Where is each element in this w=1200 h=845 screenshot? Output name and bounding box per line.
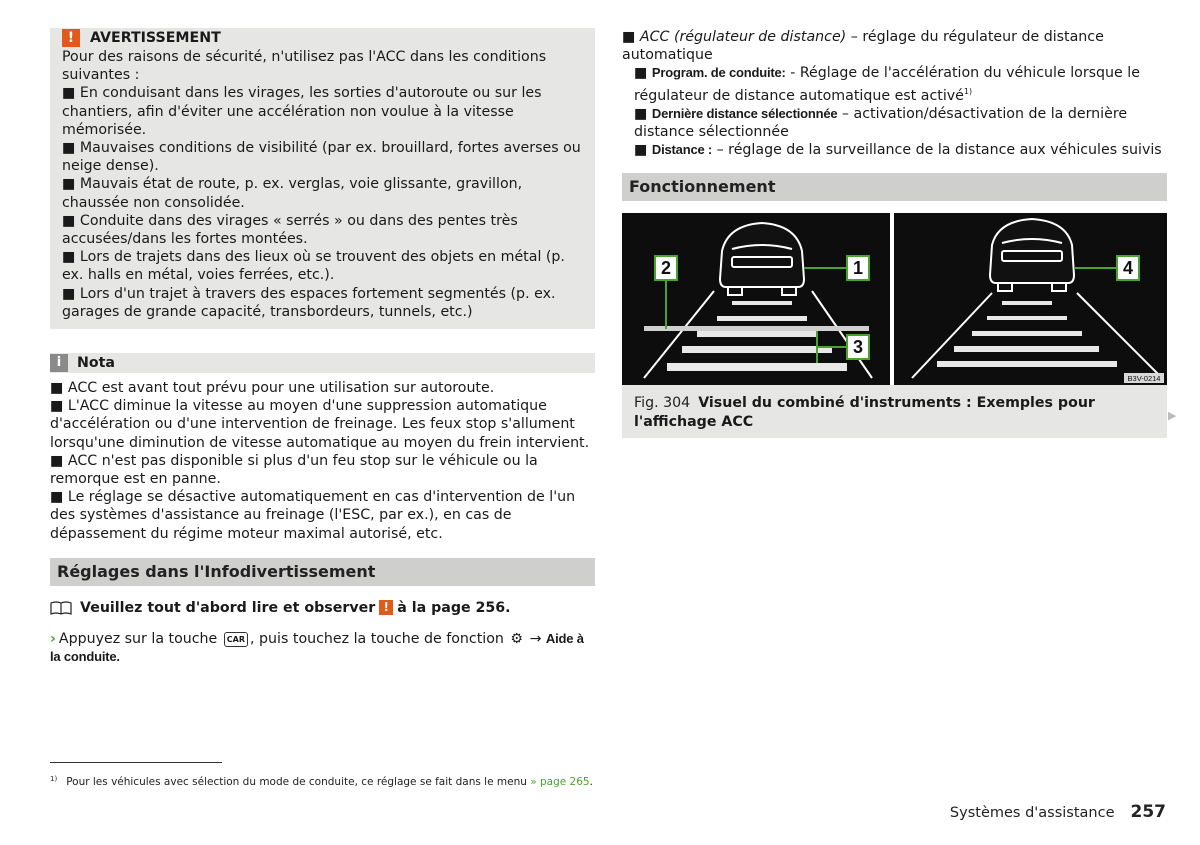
figure-code: B3V-0214 <box>1127 374 1161 384</box>
note-item: ■ ACC n'est pas disponible si plus d'un feu stop sur le véhicule ou la remorque est en panne. <box>50 452 538 488</box>
read-first-line <box>50 599 595 617</box>
right-column <box>622 28 1167 438</box>
callout-3: 3 <box>852 337 864 358</box>
list-item-text: – réglage du régulateur de distance automatique <box>622 29 1104 64</box>
warning-item: ■ Mauvaises conditions de visibilité (par ex. brouillard, fortes averses ou neige dense). <box>62 140 581 175</box>
list-subitem: ■ Program. de conduite: - Réglage de l'accélération du véhicule lorsque le régulateur de distance automatique est activé$^{1)}$ <box>634 65 1140 104</box>
acc-display-illustration <box>622 213 1167 385</box>
list-item-text: – activation/désactivation de la dernière distance sélectionnée <box>634 105 1128 141</box>
warning-body <box>62 48 581 321</box>
chevron-right-icon: › <box>50 631 56 648</box>
warning-title: AVERTISSEMENT <box>90 29 221 46</box>
footnote-text: Pour les véhicules avec sélection du mode de conduite, ce réglage se fait dans le menu <box>66 776 527 788</box>
footnote-end: . <box>589 776 593 788</box>
warning-icon[interactable]: ! <box>379 600 393 615</box>
menu-path: Aide à la conduite. <box>50 631 584 665</box>
list-item-text: – réglage de la surveillance de la distance aux véhicules suivis <box>712 142 1162 159</box>
footnote-number: 1) <box>50 775 58 783</box>
next-page-arrow-icon[interactable]: ▶ <box>1168 409 1177 422</box>
warning-icon: ! <box>62 29 80 47</box>
footnote-divider <box>50 762 222 763</box>
instrument-cluster-figure <box>622 213 1167 385</box>
read-first-suffix[interactable]: à la page 256. <box>397 599 511 616</box>
info-icon: i <box>50 354 68 372</box>
figure-title: Visuel du combiné d'instruments : Exemples pour l'affichage ACC <box>634 395 1095 430</box>
note-item: ■ Le réglage se désactive automatiquement en cas d'intervention de l'un des systèmes d'assistance au freinage (l'ESC, par ex.), en cas de dépassement du régime moteur maximal autorisé, etc. <box>50 489 576 542</box>
arrow-icon: → <box>529 631 542 648</box>
figure-caption <box>622 385 1167 437</box>
step-text: Appuyez sur la touche <box>58 631 218 648</box>
figure-label: Fig. 304 <box>634 395 691 412</box>
car-key-icon: CAR <box>224 632 248 647</box>
warning-item: ■ Lors d'un trajet à travers des espaces fortement segmentés (p. ex. garages de grande capacité, transbordeurs, tunnels, etc.) <box>62 285 556 320</box>
menu-label: Distance : <box>651 142 713 158</box>
footnote-page-link[interactable]: » page 265 <box>530 776 590 788</box>
list-subitem: ■ Dernière distance sélectionnée – activation/désactivation de la dernière distance sélectionnée <box>634 105 1128 141</box>
menu-options-list <box>622 28 1167 159</box>
step-text: , puis touchez la touche de fonction <box>250 631 504 648</box>
warning-item: ■ Mauvais état de route, p. ex. verglas, voie glissante, gravillon, chaussée non consolidée. <box>62 176 523 211</box>
settings-heading: Réglages dans l'Infodivertissement <box>50 558 595 586</box>
page-number: 257 <box>1130 802 1166 822</box>
function-heading: Fonctionnement <box>622 173 1167 201</box>
chapter-title: Systèmes d'assistance <box>949 805 1115 821</box>
footnote <box>50 772 593 789</box>
menu-label: Program. de conduite: <box>651 65 786 81</box>
warning-item: ■ Conduite dans des virages « serrés » ou dans des pentes très accusées/dans les fortes montées. <box>62 212 518 248</box>
note-item: ■ ACC est avant tout prévu pour une utilisation sur autoroute. <box>50 380 495 397</box>
footnote-ref: 1) <box>963 86 973 96</box>
page-footer <box>950 803 1166 822</box>
book-icon <box>50 601 72 615</box>
menu-label: Dernière distance sélectionnée <box>651 105 838 121</box>
list-item: ■ ACC (régulateur de distance) – réglage du régulateur de distance automatique <box>622 29 1104 64</box>
callout-1: 1 <box>852 258 864 279</box>
read-first-prefix: Veuillez tout d'abord lire et observer <box>80 599 376 616</box>
instruction-step <box>50 630 595 666</box>
left-column <box>50 28 595 666</box>
callout-2: 2 <box>660 258 672 279</box>
warning-item: ■ En conduisant dans les virages, les sorties d'autoroute ou sur les chantiers, afin d'éviter une accélération non voulue à la vitesse mémorisée. <box>62 85 542 138</box>
list-item-text: - Réglage de l'accélération du véhicule lorsque le régulateur de distance automatique est activé <box>634 65 1140 104</box>
acc-label: ACC (régulateur de distance) <box>639 29 847 45</box>
list-subitem: ■ Distance : – réglage de la surveillance de la distance aux véhicules suivis <box>634 142 1162 159</box>
callout-4: 4 <box>1122 258 1134 279</box>
note-item: ■ L'ACC diminue la vitesse au moyen d'une suppression automatique d'accélération ou d'une intervention de freinage. Les feux stop s'allument lorsqu'une diminution de vitesse automatique au moyen du frein intervient. <box>50 398 590 451</box>
warning-box <box>50 28 595 329</box>
car-icon <box>990 219 1074 291</box>
note-title: Nota <box>77 354 115 371</box>
car-icon <box>720 223 804 295</box>
note-header <box>50 353 595 373</box>
warning-intro: Pour des raisons de sécurité, n'utilisez pas l'ACC dans les conditions suivantes : <box>62 49 547 84</box>
warning-item: ■ Lors de trajets dans des lieux où se trouvent des objets en métal (p. ex. halls en métal, voies ferrées, etc.). <box>62 249 565 284</box>
warning-header <box>62 28 581 48</box>
note-body <box>50 379 595 543</box>
assist-settings-icon: ⚙ <box>510 631 523 648</box>
